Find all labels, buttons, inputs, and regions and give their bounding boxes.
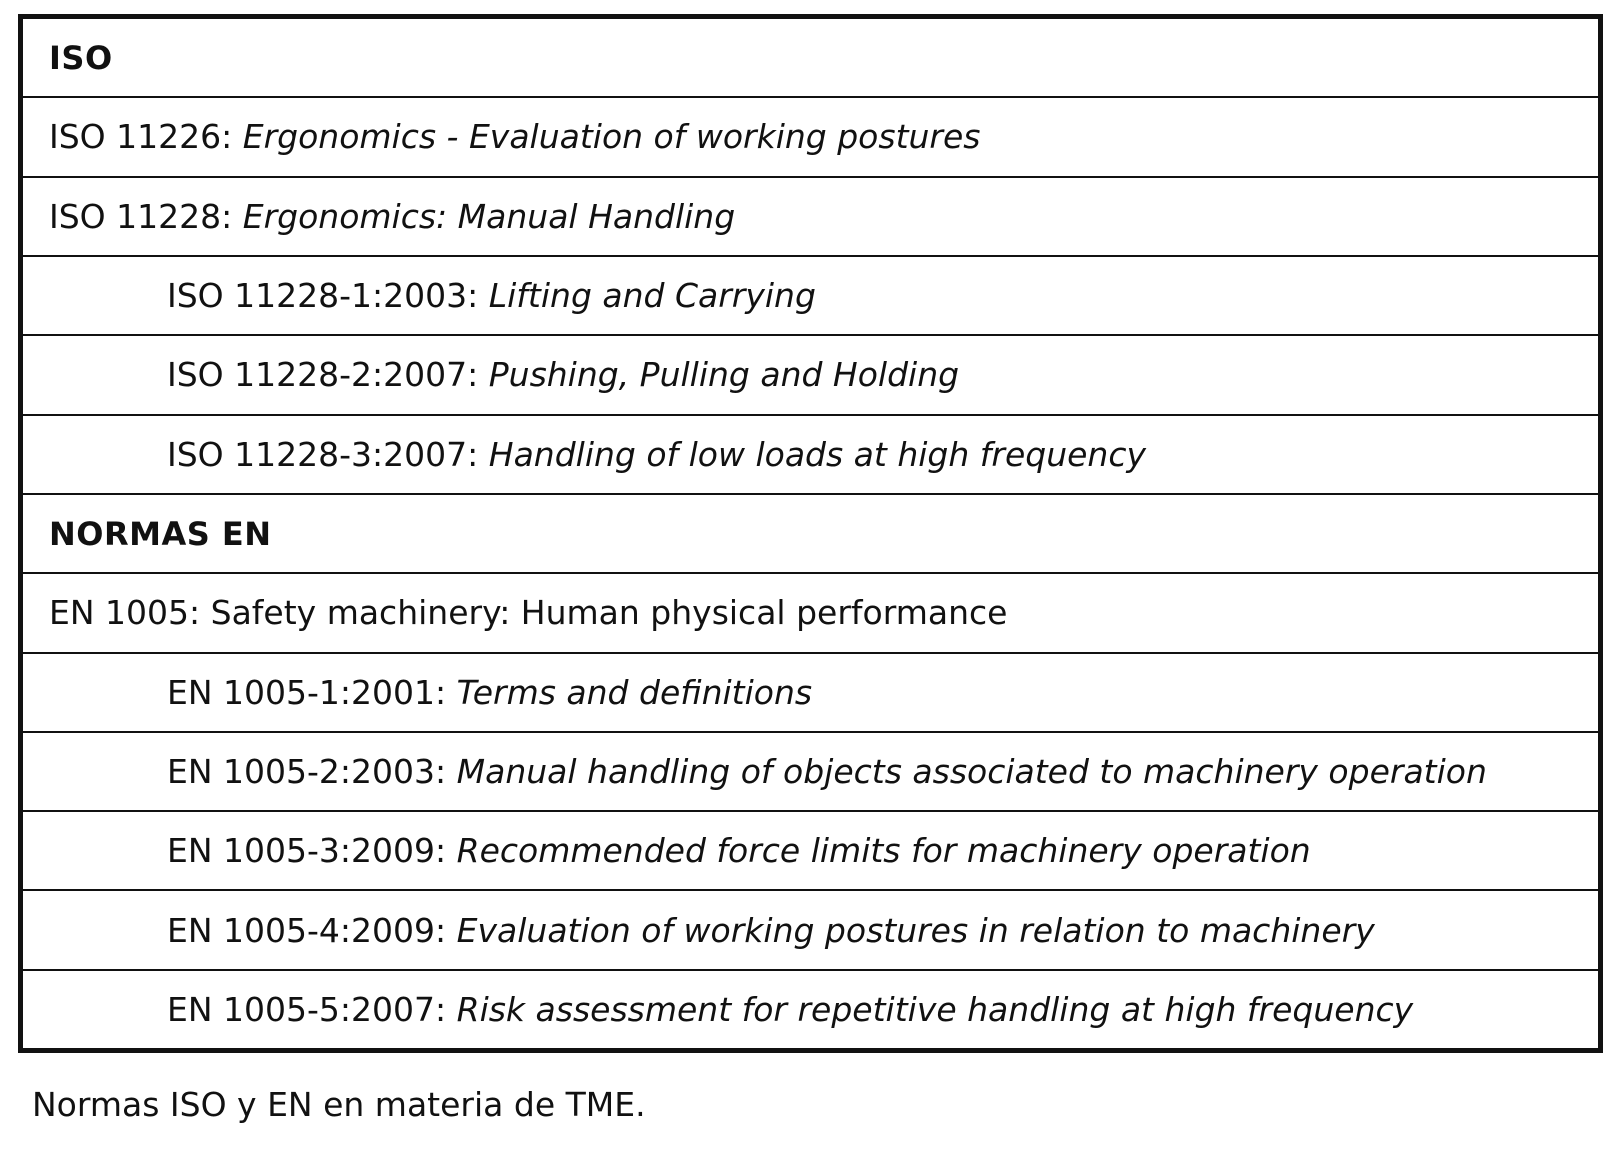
standard-title: Lifting and Carrying — [488, 276, 816, 316]
standard-title: Risk assessment for repetitive handling at high frequency — [456, 989, 1414, 1029]
table-row — [23, 572, 1598, 651]
table-row — [23, 810, 1598, 889]
section-header-iso — [23, 19, 1598, 96]
standard-code: ISO 11228-2:2007: — [167, 355, 479, 395]
standard-title: Pushing, Pulling and Holding — [488, 355, 960, 395]
standard-title: Ergonomics: Manual Handling — [242, 196, 736, 236]
standard-code: ISO 11228: — [49, 196, 233, 236]
table-row — [23, 414, 1598, 493]
standard-title: Recommended force limits for machinery operation — [456, 831, 1311, 871]
table-row — [23, 334, 1598, 413]
standard-title: Terms and definitions — [456, 672, 813, 712]
standard-title: Handling of low loads at high frequency — [488, 434, 1147, 474]
standard-code: ISO 11228-1:2003: — [167, 276, 479, 316]
standard-code: ISO 11228-3:2007: — [167, 434, 479, 474]
standard-code: ISO 11226: — [49, 117, 233, 157]
standard-code: EN 1005-5:2007: — [167, 989, 447, 1029]
table-row — [23, 652, 1598, 731]
table-row — [23, 96, 1598, 175]
table-row — [23, 176, 1598, 255]
table-row — [23, 889, 1598, 968]
standard-code: EN 1005-4:2009: — [167, 910, 447, 950]
section-header-label: NORMAS EN — [49, 514, 272, 553]
table-row — [23, 255, 1598, 334]
table-row — [23, 731, 1598, 810]
standard-code: EN 1005: — [49, 593, 201, 633]
section-header-normas-en — [23, 493, 1598, 572]
table-caption: Normas ISO y EN en materia de TME. — [32, 1085, 646, 1124]
section-header-label: ISO — [49, 38, 113, 77]
standards-table — [18, 14, 1603, 1053]
standard-title: Ergonomics - Evaluation of working postures — [242, 117, 981, 157]
standard-title: Manual handling of objects associated to machinery operation — [456, 751, 1487, 791]
standard-title: Evaluation of working postures in relation to machinery — [456, 910, 1375, 950]
standard-title: Safety machinery: Human physical performance — [210, 593, 1008, 633]
standard-code: EN 1005-1:2001: — [167, 672, 447, 712]
table-row — [23, 969, 1598, 1048]
standard-code: EN 1005-2:2003: — [167, 751, 447, 791]
standard-code: EN 1005-3:2009: — [167, 831, 447, 871]
